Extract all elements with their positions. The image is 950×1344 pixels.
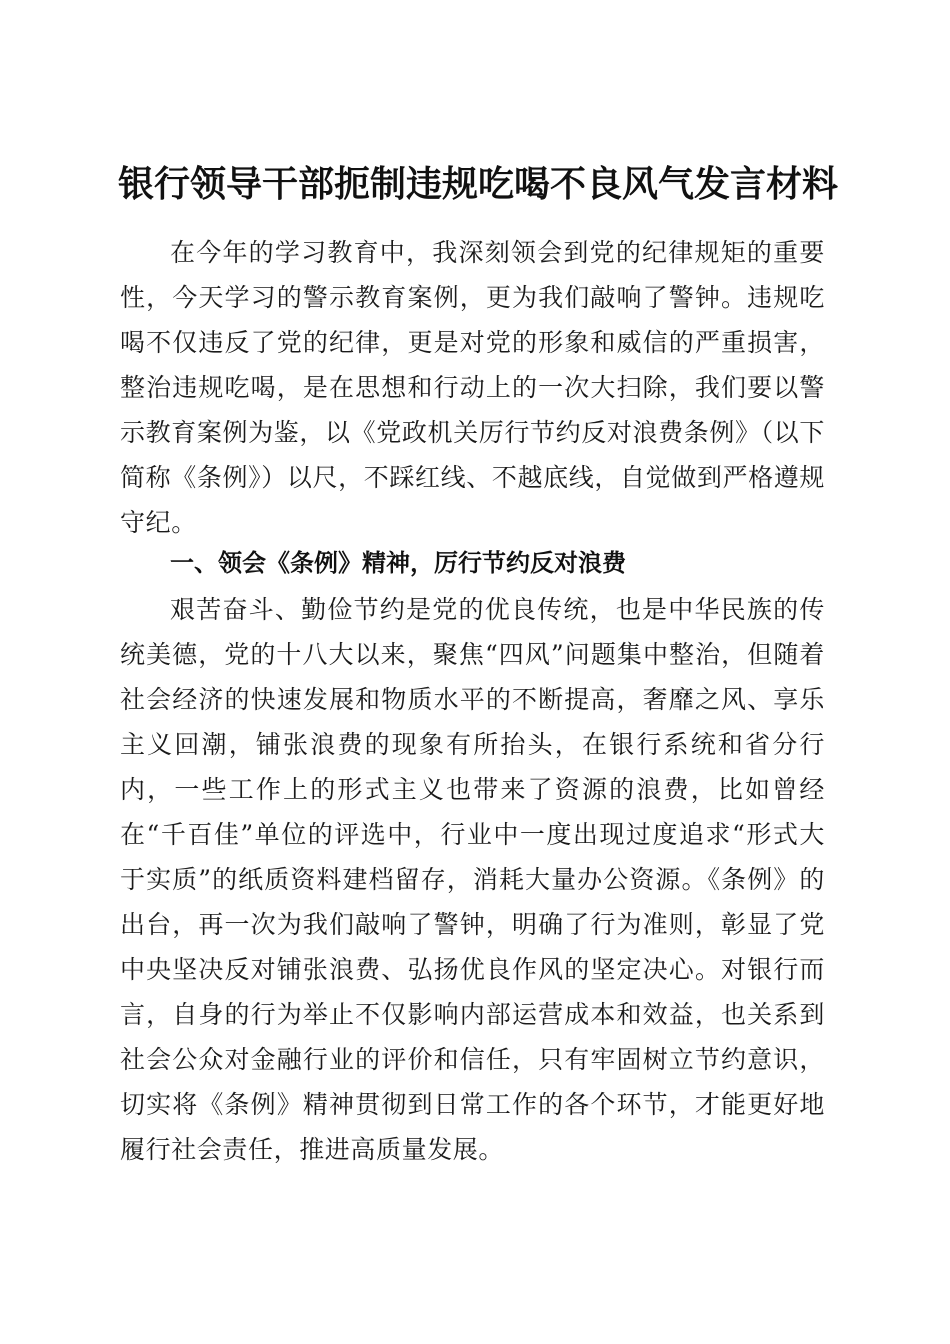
document-title: 银行领导干部扼制违规吃喝不良风气发言材料 (118, 163, 839, 206)
section-1-paragraph: 艰苦奋斗、勤俭节约是党的优良传统，也是中华民族的传统美德，党的十八大以来，聚焦“四风”问题集中整治，但随着社会经济的快速发展和物质水平的不断提高，奢靡之风、享乐主义回潮，铺张浪费的现象有所抬头，在银行系统和省分行内，一些工作上的形式主义也带来了资源的浪费，比如曾经在“千百佳”单位的评选中，行业中一度出现过度追求“形式大于实质”的纸质资料建档留存，消耗大量办公资源。《条例》的出台，再一次为我们敲响了警钟，明确了行为准则，彰显了党中央坚决反对铺张浪费、弘扬优良作风的坚定决心。对银行而言，自身的行为举止不仅影响内部运营成本和效益，也关系到社会公众对金融行业的评价和信任，只有牢固树立节约意识，切实将《条例》精神贯彻到日常工作的各个环节，才能更好地履行社会责任，推进高质量发展。 (120, 595, 825, 1164)
section-heading-1: 一、领会《条例》精神，厉行节约反对浪费 (170, 549, 626, 577)
intro-paragraph: 在今年的学习教育中，我深刻领会到党的纪律规矩的重要性，今天学习的警示教育案例，更为我们敲响了警钟。违规吃喝不仅违反了党的纪律，更是对党的形象和威信的严重损害，整治违规吃喝，是在思想和行动上的一次大扫除，我们要以警示教育案例为鉴，以《党政机关厉行节约反对浪费条例》（以下简称《条例》）以尺，不踩红线、不越底线，自觉做到严格遵规守纪。 (120, 238, 825, 537)
